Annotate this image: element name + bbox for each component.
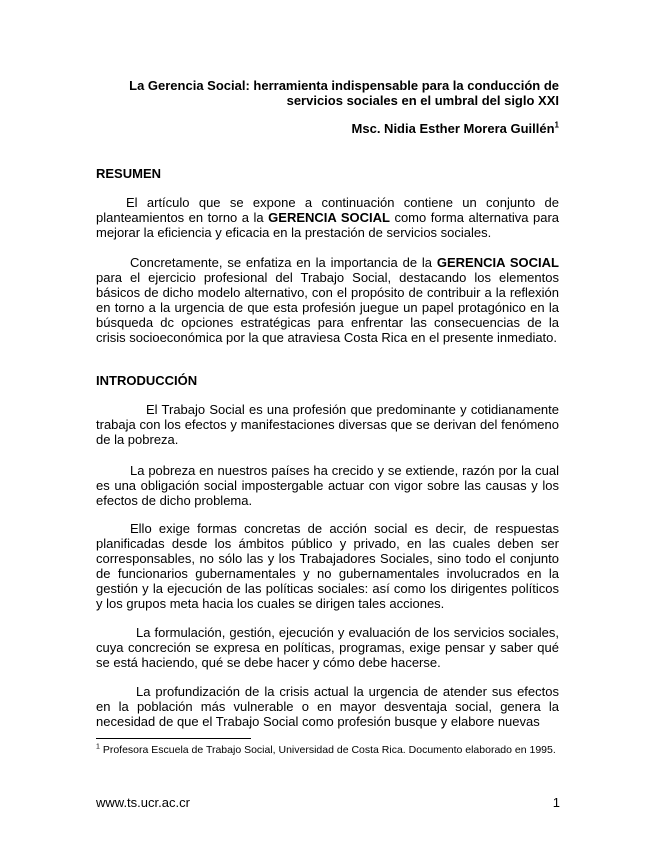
introduccion-paragraph-2: La pobreza en nuestros países ha crecido y se extiende, razón por la cual es una obligación social impostergable actuar con vigor sobre las causas y los efectos de dicho problema. bbox=[96, 463, 559, 508]
footnote bbox=[96, 744, 559, 757]
resumen-p1-bold: GERENCIA SOCIAL bbox=[268, 210, 390, 225]
title-line-2: servicios sociales en el umbral del siglo XXI bbox=[286, 93, 559, 108]
resumen-p1-text-b: como forma alternativa para mejorar la eficiencia y eficacia en la prestación de servicios sociales. bbox=[96, 210, 560, 240]
footnote-text: Profesora Escuela de Trabajo Social, Universidad de Costa Rica. Documento elaborado en 1995. bbox=[99, 744, 556, 756]
footnote-marker: 1 bbox=[96, 743, 100, 751]
resumen-p1-text-a: El artículo que se expone a continuación contiene un conjunto de planteamientos en torno a la bbox=[96, 195, 559, 225]
introduccion-heading: INTRODUCCIÓN bbox=[96, 373, 198, 388]
author-footnote-marker: 1 bbox=[554, 120, 559, 130]
resumen-p2-bold: GERENCIA SOCIAL bbox=[436, 255, 559, 270]
resumen-paragraph-2 bbox=[96, 255, 559, 345]
author-line bbox=[96, 121, 559, 136]
document-title bbox=[96, 78, 559, 108]
author-name: Msc. Nidia Esther Morera Guillén bbox=[351, 121, 555, 136]
footer-url: www.ts.ucr.ac.cr bbox=[96, 795, 190, 810]
footnote-separator bbox=[96, 738, 251, 739]
resumen-p2-text-b: para el ejercicio profesional del Trabajo Social, destacando los elementos básicos de dicho modelo alternativo, con el propósito de contribuir a la reflexión en torno a la urgencia de que esta profesión juegue un papel protagónico en la búsqueda dc opciones estratégicas para enfrentar las consecuencias de la crisis socioeconómica por la que atraviesa Costa Rica en el presente inmediato. bbox=[96, 270, 559, 345]
resumen-p2-text-a: Concretamente, se enfatiza en la importancia de la bbox=[130, 255, 437, 270]
introduccion-paragraph-3: Ello exige formas concretas de acción social es decir, de respuestas planificadas desde los ámbitos público y privado, en las cuales deben ser corresponsables, no sólo las y los Trabajadores Sociales, sino todo el conjunto de funcionarios gubernamentales y no gubernamentales involucrados en la gestión y la ejecución de las políticas sociales: así como los dirigentes políticos y los grupos meta hacia los cuales se dirigen tales acciones. bbox=[96, 521, 559, 611]
resumen-heading: RESUMEN bbox=[96, 166, 162, 181]
introduccion-paragraph-4: La formulación, gestión, ejecución y evaluación de los servicios sociales, cuya concreción se expresa en políticas, programas, exige pensar y saber qué se está haciendo, qué se debe hacer y cómo debe hacerse. bbox=[96, 625, 559, 670]
resumen-paragraph-1 bbox=[96, 195, 559, 240]
introduccion-paragraph-1: El Trabajo Social es una profesión que predominante y cotidianamente trabaja con los efectos y manifestaciones diversas que se derivan del fenómeno de la pobreza. bbox=[96, 402, 559, 447]
page-number: 1 bbox=[552, 795, 560, 810]
introduccion-paragraph-5: La profundización de la crisis actual la urgencia de atender sus efectos en la población más vulnerable o en mayor desventaja social, genera la necesidad de que el Trabajo Social como profesión busque y elabore nuevas bbox=[96, 684, 559, 729]
title-line-1: La Gerencia Social: herramienta indispensable para la conducción de bbox=[129, 78, 559, 93]
